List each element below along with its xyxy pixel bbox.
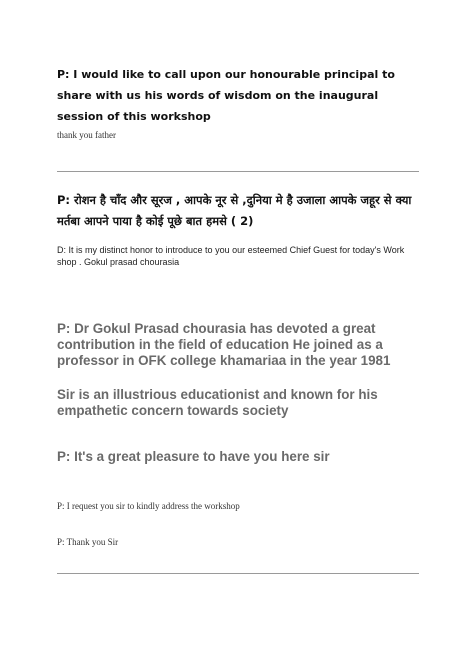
welcome-line: P: It's a great pleasure to have you here sir (57, 449, 330, 464)
intro-paragraph: P: I would like to call upon our honourable principal to share with us his words of wisdom on the inaugural session of this workshop (57, 68, 395, 123)
hindi-verse: P: रोशन है चाँद और सूरज , आपके नूर से ,दुनिया मे है उजाला आपके जहूर से क्या मर्तबा आपने पाया है कोई पूछे बात हमसे ( 2) (57, 193, 412, 228)
guest-contribution: P: Dr Gokul Prasad chourasia has devoted a great contribution in the field of education He joined as a professor in OFK college khamariaa in the year 1981 (57, 321, 391, 368)
chief-guest-intro: D: It is my distinct honor to introduce to you our esteemed Chief Guest for today's Work shop . Gokul prasad chourasia (57, 245, 405, 267)
thank-you-line: thank you father (57, 130, 116, 140)
request-line: P: I request you sir to kindly address the workshop (57, 501, 240, 511)
closing-thanks: P: Thank you Sir (57, 537, 119, 547)
divider-bottom (57, 573, 419, 574)
divider-top (57, 171, 419, 172)
guest-description: Sir is an illustrious educationist and known for his empathetic concern towards society (57, 387, 378, 418)
